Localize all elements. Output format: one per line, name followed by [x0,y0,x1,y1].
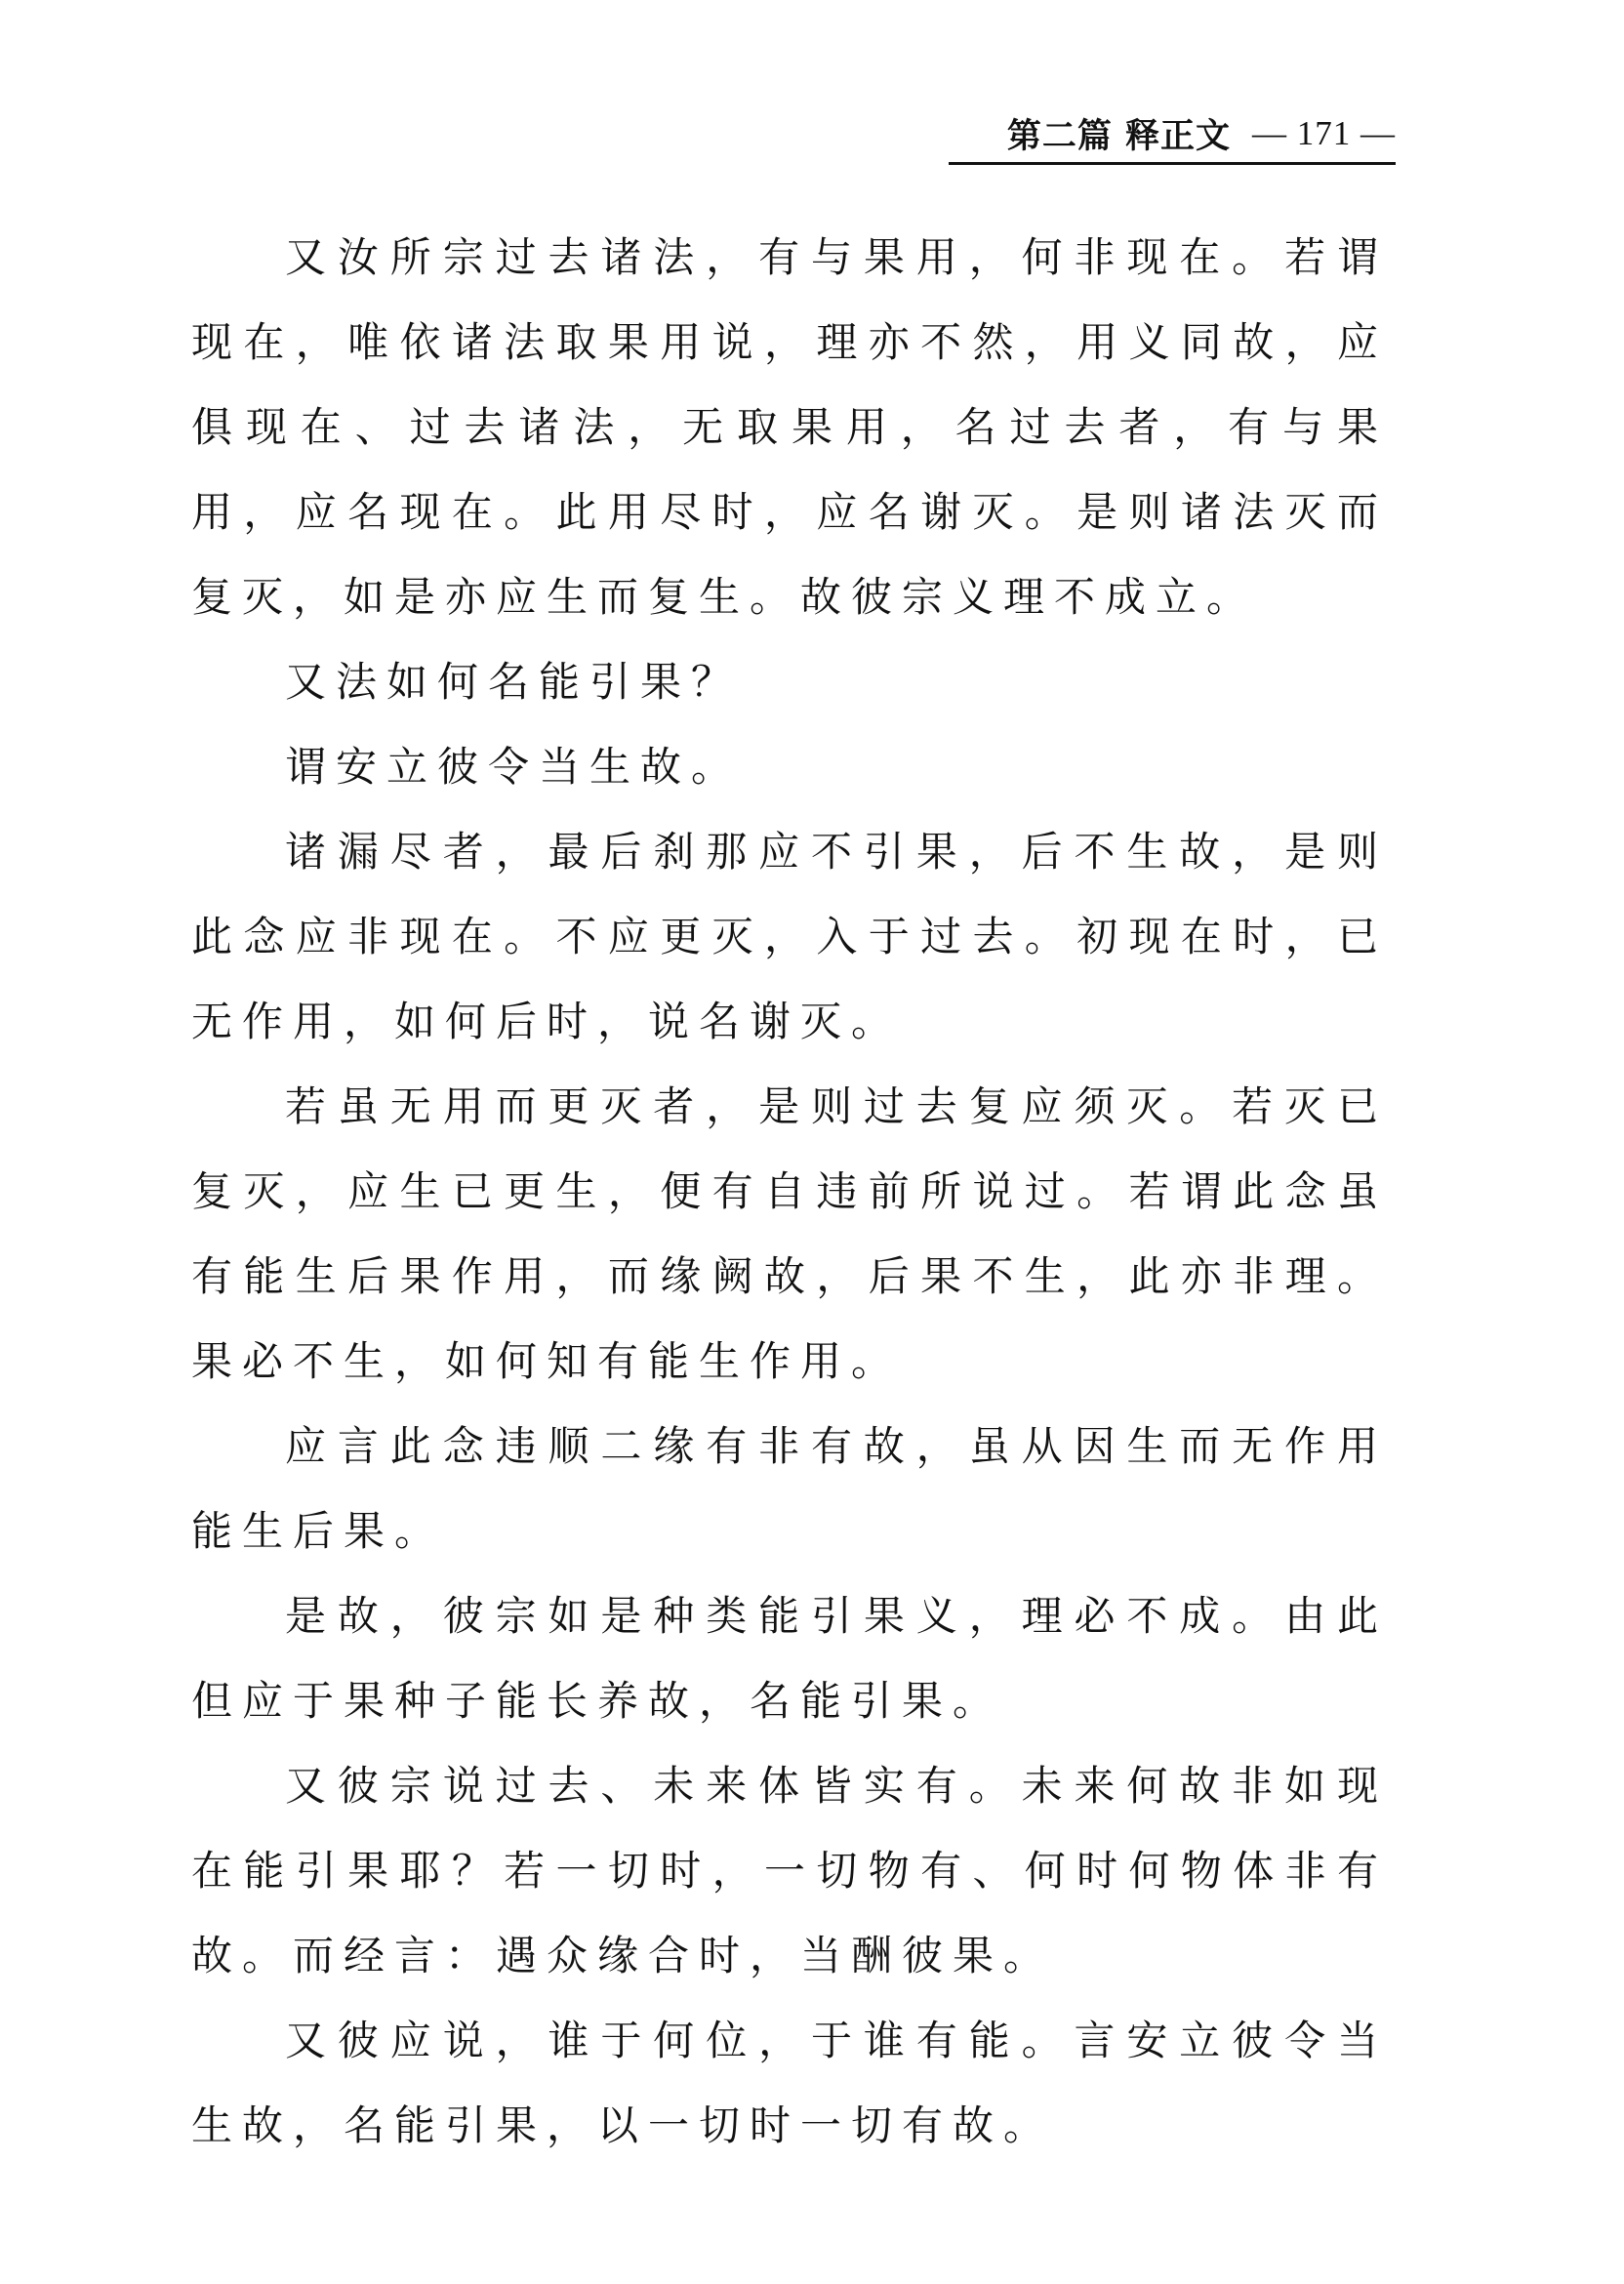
paragraph: 谓安立彼令当生故。 [285,743,743,791]
paragraph: 诸漏尽者，最后刹那应不引果，后不生故，是则此念应非现在。不应更灭，入于过去。初现在时，已无作用，如何后时，说名谢灭。 [191,828,1388,1045]
paragraph: 又彼应说，谁于何位，于谁有能。言安立彼令当生故，名能引果，以一切时一切有故。 [191,2017,1388,2149]
chapter-title: 第二篇 释正文 [1006,117,1231,156]
paragraph: 又法如何名能引果？ [285,658,743,706]
header-rule [949,162,1396,165]
paragraph: 是故，彼宗如是种类能引果义，理必不成。由此但应于果种子能长养故，名能引果。 [191,1592,1388,1725]
paragraph: 又彼宗说过去、未来体皆实有。未来何故非如现在能引果耶？若一切时，一切物有、何时何物体非有故。而经言：遇众缘合时，当酬彼果。 [191,1762,1388,1979]
body-text [191,215,1388,2168]
paragraph: 又汝所宗过去诸法，有与果用，何非现在。若谓现在，唯依诸法取果用说，理亦不然，用义同故，应俱现在、过去诸法，无取果用，名过去者，有与果用，应名现在。此用尽时，应名谢灭。是则诸法灭而复灭，如是亦应生而复生。故彼宗义理不成立。 [191,233,1388,621]
paragraph: 应言此念违顺二缘有非有故，虽从因生而无作用能生后果。 [191,1422,1388,1555]
running-header [947,105,1396,162]
paragraph: 若虽无用而更灭者，是则过去复应须灭。若灭已复灭，应生已更生，便有自违前所说过。若谓此念虽有能生后果作用，而缘阙故，后果不生，此亦非理。果必不生，如何知有能生作用。 [191,1082,1388,1385]
page-number: — 171 — [1252,114,1396,152]
